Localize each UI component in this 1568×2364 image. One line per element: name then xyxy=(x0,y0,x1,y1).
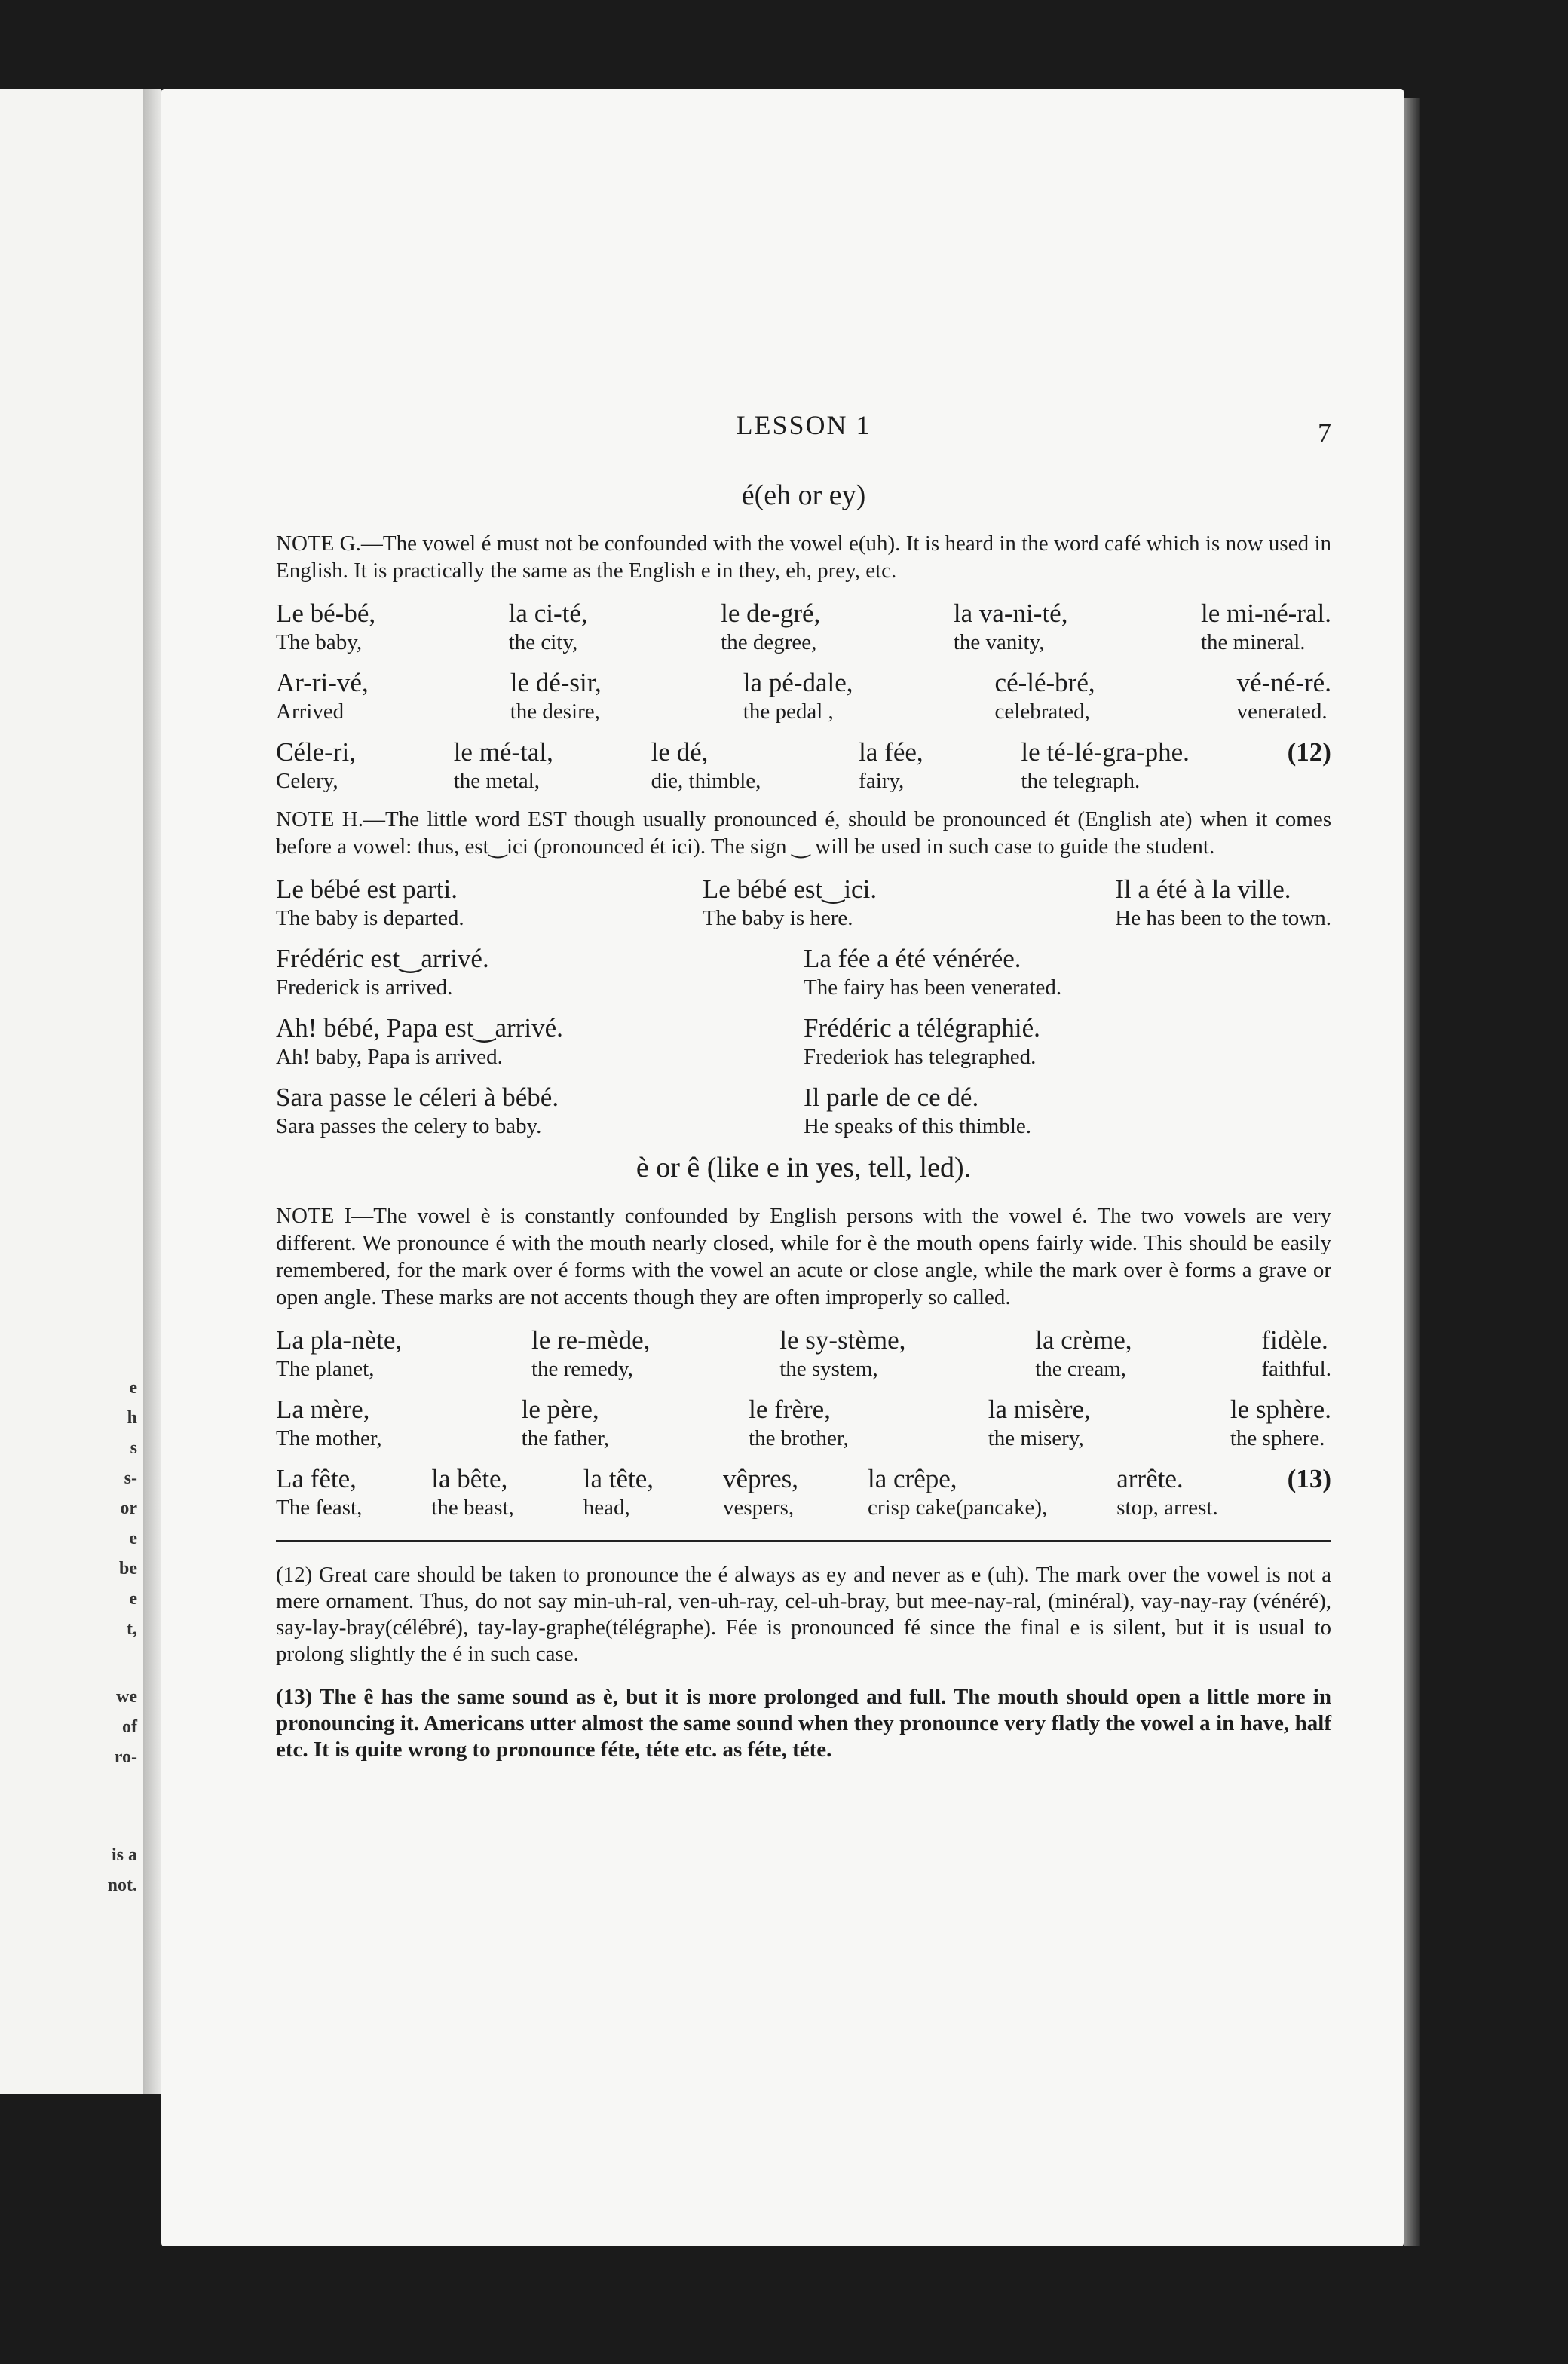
english-sentence: Sara passes the celery to baby. xyxy=(276,1114,542,1138)
french-sentence: Le bébé est parti. xyxy=(276,874,458,904)
french-word: le de-gré, xyxy=(721,599,821,628)
vocab-row xyxy=(276,1324,1331,1382)
english-gloss: the telegraph. xyxy=(1021,769,1141,793)
note-h: NOTE H.—The little word EST though usually pronounced é, should be pronounced ét (English ate) when it comes before a vowel: thus, est‿ici (pronounced ét ici). The sign ‿ will be used in such case to guide the student. xyxy=(276,807,1331,859)
french-word: la misère, xyxy=(988,1395,1091,1424)
english-gloss: the sphere. xyxy=(1230,1426,1325,1450)
english-gloss: the pedal , xyxy=(743,700,834,724)
facing-page-fragment: h xyxy=(127,1408,137,1428)
french-word: La pla-nète, xyxy=(276,1325,403,1355)
vocab-entry xyxy=(1261,1324,1331,1382)
vocab-entry xyxy=(859,736,923,794)
english-gloss: The feast, xyxy=(276,1496,363,1520)
english-gloss: the city, xyxy=(508,630,578,654)
vocab-entry xyxy=(431,1463,514,1520)
french-word: vêpres, xyxy=(722,1464,799,1493)
vocab-entry xyxy=(1230,1394,1331,1451)
vocab-entry xyxy=(1237,667,1331,724)
french-sentence: Ah! bébé, Papa est‿arrivé. xyxy=(276,1013,563,1043)
vocab-entry xyxy=(276,1394,382,1451)
french-word: le dé, xyxy=(651,737,709,767)
footnote-12: (12) Great care should be taken to pronounce the é always as ey and never as e (uh). The mark over the vowel is not a mere ornament. Thus, do not say min-uh-ral, ven-uh-ray, cel-uh-bray, but mee-nay-ral, (minéral), vay-nay-ray (vénéré), say-lay-bray(célébré), tay-lay-graphe(télégraphe). Fée is pronounced fé since the final e is silent, but it is usual to prolong slightly the é in such case. xyxy=(276,1563,1331,1666)
vocab-entry xyxy=(651,736,761,794)
sentence xyxy=(276,943,782,1000)
english-gloss: vespers, xyxy=(722,1496,795,1520)
french-sentence: Le bébé est‿ici. xyxy=(702,874,877,904)
english-gloss: the beast, xyxy=(431,1496,514,1520)
vocab-entry xyxy=(743,667,853,724)
footnote-divider xyxy=(276,1540,1331,1542)
english-gloss: the desire, xyxy=(510,700,600,724)
vocab-entry xyxy=(454,736,553,794)
french-word: cé-lé-bré, xyxy=(994,668,1095,697)
vocab-row xyxy=(276,667,1331,724)
facing-page-fragment: t, xyxy=(127,1619,137,1639)
english-sentence: Ah! baby, Papa is arrived. xyxy=(276,1045,503,1069)
sentence-row xyxy=(276,1082,1331,1139)
french-word: le té-lé-gra-phe. xyxy=(1021,737,1190,767)
vocab-entry xyxy=(510,667,602,724)
french-word: le re-mède, xyxy=(531,1325,651,1355)
page-edge xyxy=(1404,98,1420,2246)
vocab-entry xyxy=(1021,736,1189,794)
vocab-entry xyxy=(1201,598,1331,655)
footnote-ref xyxy=(1288,736,1331,768)
english-sentence: He speaks of this thimble. xyxy=(804,1114,1032,1138)
vocab-entry xyxy=(276,1324,402,1382)
facing-page-fragment: is a xyxy=(111,1845,137,1865)
footnote-ref-12: (12) xyxy=(1287,737,1331,767)
sentence-row xyxy=(276,1012,1331,1070)
french-sentence: Frédéric est‿arrivé. xyxy=(276,944,489,973)
book-page xyxy=(161,89,1404,2246)
french-sentence: Frédéric a télégraphié. xyxy=(804,1013,1040,1043)
english-gloss: crisp cake(pancake), xyxy=(868,1496,1048,1520)
vocab-entry xyxy=(276,598,375,655)
french-word: la pé-dale, xyxy=(743,668,853,697)
french-sentence: Il a été à la ville. xyxy=(1115,874,1291,904)
vocab-entry xyxy=(276,667,369,724)
facing-page-fragment: or xyxy=(120,1499,137,1518)
french-word: La fête, xyxy=(276,1464,357,1493)
vocab-block-2 xyxy=(276,1324,1331,1520)
english-sentence: Frederick is arrived. xyxy=(276,975,453,1000)
english-sentence: Frederiok has telegraphed. xyxy=(804,1045,1037,1069)
sentence-block xyxy=(276,874,1331,1139)
french-word: la ci-té, xyxy=(508,599,588,628)
vocab-entry xyxy=(1116,1463,1218,1520)
note-g: NOTE G.—The vowel é must not be confounded with the vowel e(uh). It is heard in the word café which is now used in English. It is practically the same as the English e in they, eh, prey, etc. xyxy=(276,531,1331,583)
sentence xyxy=(1115,874,1331,931)
vocab-entry xyxy=(276,736,356,794)
footnote-ref-13: (13) xyxy=(1287,1464,1331,1493)
french-word: le dé-sir, xyxy=(510,668,602,697)
english-gloss: the remedy, xyxy=(531,1357,633,1381)
sentence xyxy=(703,874,877,931)
vocab-entry xyxy=(723,1463,798,1520)
french-word: la tête, xyxy=(583,1464,654,1493)
sentence xyxy=(804,1012,1331,1070)
vocab-entry xyxy=(583,1463,654,1520)
footnote-ref xyxy=(1288,1463,1331,1495)
english-gloss: stop, arrest. xyxy=(1116,1496,1218,1520)
facing-page-fragment: e xyxy=(129,1589,137,1609)
sentence xyxy=(276,1012,782,1070)
sentence xyxy=(276,1082,782,1139)
facing-page-fragment: s- xyxy=(124,1468,137,1488)
note-i: NOTE I—The vowel è is constantly confounded by English persons with the vowel é. The two vowels are very different. We pronounce é with the mouth nearly closed, while for è the mouth opens fairly wide. This should be easily remembered, for the mark over é forms with the vowel an acute or close angle, while the mark over è forms a grave or open angle. These marks are not accents though they are often improperly so called. xyxy=(276,1204,1331,1309)
facing-page xyxy=(0,89,143,2094)
vocab-row xyxy=(276,598,1331,655)
vocab-entry xyxy=(988,1394,1091,1451)
section-title-e-acute: é(eh or ey) xyxy=(741,479,866,511)
vocab-row xyxy=(276,1394,1331,1451)
english-gloss: head, xyxy=(583,1496,630,1520)
vocab-row xyxy=(276,736,1331,794)
facing-page-fragment: e xyxy=(129,1529,137,1548)
facing-page-fragment: s xyxy=(130,1438,137,1458)
facing-page-fragment: be xyxy=(119,1559,137,1579)
french-word: Le bé-bé, xyxy=(276,599,376,628)
facing-page-fragment: e xyxy=(129,1378,137,1398)
french-word: la bête, xyxy=(431,1464,508,1493)
english-sentence: The baby is here. xyxy=(702,906,853,930)
vocab-entry xyxy=(1035,1324,1132,1382)
french-word: la va-ni-té, xyxy=(953,599,1068,628)
french-word: le mi-né-ral. xyxy=(1201,599,1331,628)
french-word: le frère, xyxy=(749,1395,831,1424)
french-word: le père, xyxy=(521,1395,599,1424)
english-gloss: The mother, xyxy=(276,1426,382,1450)
english-gloss: the degree, xyxy=(721,630,817,654)
sentence xyxy=(804,1082,1331,1139)
vocab-entry xyxy=(276,1463,362,1520)
vocab-entry xyxy=(995,667,1095,724)
english-gloss: The baby, xyxy=(276,630,363,654)
english-sentence: The baby is departed. xyxy=(276,906,464,930)
vocab-entry xyxy=(954,598,1068,655)
english-gloss: Arrived xyxy=(276,700,345,724)
section-title-e-grave: è or ê (like e in yes, tell, led). xyxy=(635,1152,972,1184)
english-gloss: celebrated, xyxy=(994,700,1090,724)
english-gloss: the brother, xyxy=(749,1426,849,1450)
english-sentence: The fairy has been venerated. xyxy=(804,975,1062,1000)
page-number: 7 xyxy=(1318,418,1331,448)
french-word: la crêpe, xyxy=(868,1464,957,1493)
lesson-heading: LESSON 1 xyxy=(736,410,871,440)
english-gloss: the father, xyxy=(521,1426,610,1450)
sentence-row xyxy=(276,874,1331,931)
facing-page-fragment: not. xyxy=(107,1876,137,1895)
french-word: le sy-stème, xyxy=(779,1325,906,1355)
english-gloss: the vanity, xyxy=(953,630,1045,654)
french-sentence: La fée a été vénérée. xyxy=(804,944,1021,973)
running-header xyxy=(276,409,1331,470)
vocab-entry xyxy=(749,1394,849,1451)
english-gloss: the misery, xyxy=(988,1426,1084,1450)
french-word: le sphère. xyxy=(1230,1395,1331,1424)
french-word: la crème, xyxy=(1035,1325,1132,1355)
english-gloss: Celery, xyxy=(276,769,338,793)
english-gloss: die, thimble, xyxy=(651,769,761,793)
english-gloss: faithful. xyxy=(1261,1357,1331,1381)
page-content xyxy=(276,409,1331,1780)
french-word: fidèle. xyxy=(1261,1325,1328,1355)
french-sentence: Il parle de ce dé. xyxy=(804,1082,979,1112)
french-word: vé-né-ré. xyxy=(1236,668,1331,697)
french-word: Céle-ri, xyxy=(276,737,356,767)
french-word: la fée, xyxy=(859,737,923,767)
english-gloss: fairy, xyxy=(859,769,905,793)
english-gloss: the system, xyxy=(779,1357,878,1381)
facing-page-fragment: of xyxy=(122,1717,137,1737)
vocab-row xyxy=(276,1463,1331,1520)
vocab-entry xyxy=(531,1324,650,1382)
english-gloss: the cream, xyxy=(1035,1357,1127,1381)
book-gutter xyxy=(143,89,161,2094)
english-gloss: the metal, xyxy=(453,769,541,793)
french-word: arrête. xyxy=(1116,1464,1184,1493)
vocab-entry xyxy=(509,598,588,655)
vocab-block-1 xyxy=(276,598,1331,794)
sentence xyxy=(804,943,1331,1000)
english-gloss: The planet, xyxy=(276,1357,375,1381)
sentence xyxy=(276,874,464,931)
vocab-entry xyxy=(522,1394,609,1451)
french-word: Ar-ri-vé, xyxy=(276,668,369,697)
vocab-entry xyxy=(779,1324,905,1382)
english-gloss: the mineral. xyxy=(1201,630,1306,654)
vocab-entry xyxy=(868,1463,1047,1520)
french-sentence: Sara passe le céleri à bébé. xyxy=(276,1082,559,1112)
english-sentence: He has been to the town. xyxy=(1115,906,1331,930)
facing-page-fragment: we xyxy=(116,1687,137,1707)
english-gloss: venerated. xyxy=(1236,700,1328,724)
french-word: le mé-tal, xyxy=(453,737,553,767)
facing-page-fragment: ro- xyxy=(114,1747,137,1767)
french-word: La mère, xyxy=(276,1395,370,1424)
footnote-13: (13) The ê has the same sound as è, but it is more prolonged and full. The mouth should open a little more in pronouncing it. Americans utter almost the same sound when they pronounce very flatly the vowel a in have, half etc. It is quite wrong to pronounce féte, téte etc. as féte, téte. xyxy=(276,1685,1331,1762)
sentence-row xyxy=(276,943,1331,1000)
vocab-entry xyxy=(721,598,820,655)
